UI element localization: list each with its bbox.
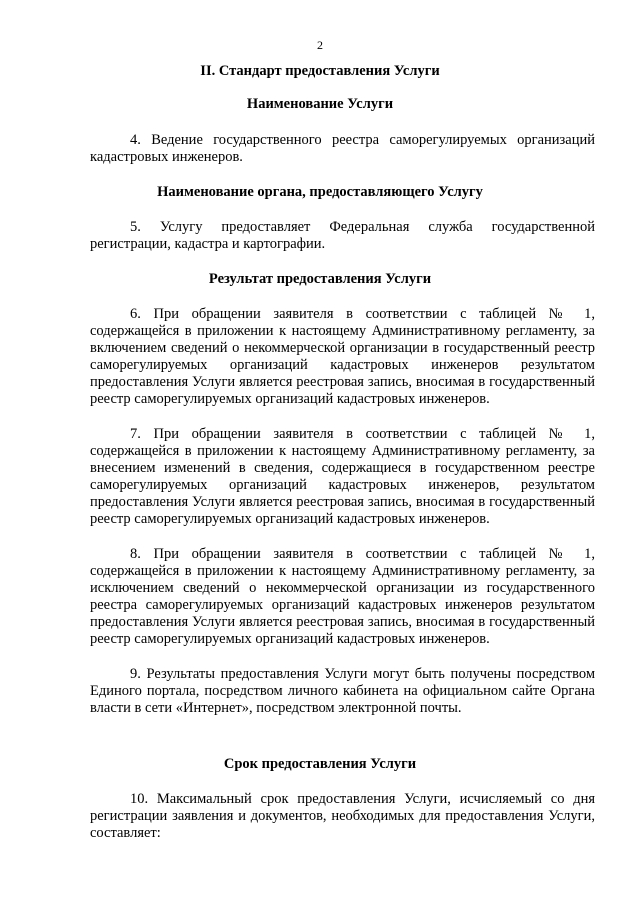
paragraph-8: 8. При обращении заявителя в соответствии с таблицей № 1, содержащейся в приложении к настоящему Административному регламенту, за исключением сведений о некоммерческой организации из государственного реестра саморегулируемых организаций кадастровых инженеров результатом предоставления Услуги является реестровая запись, вносимая в государственный реестр саморегулируемых организаций кадастровых инженеров.: [90, 546, 595, 647]
heading-organ: Наименование органа, предоставляющего Услугу: [157, 184, 483, 200]
paragraph-7: 7. При обращении заявителя в соответствии с таблицей № 1, содержащейся в приложении к настоящему Административному регламенту, за внесением изменений в сведения, содержащиеся в государственном реестре саморегулируемых организаций кадастровых инженеров, результатом предоставления Услуги является реестровая запись, вносимая в государственный реестр саморегулируемых организаций кадастровых инженеров.: [90, 426, 595, 527]
heading-term: Срок предоставления Услуги: [223, 756, 417, 772]
paragraph-9: 9. Результаты предоставления Услуги могут быть получены посредством Единого портала, посредством личного кабинета на официальном сайте Органа власти в сети «Интернет», посредством электронной почты.: [90, 666, 595, 716]
heading-result: Результат предоставления Услуги: [208, 271, 432, 287]
section-title: II. Стандарт предоставления Услуги: [200, 63, 440, 79]
paragraph-10: 10. Максимальный срок предоставления Услуги, исчисляемый со дня регистрации заявления и документов, необходимых для предоставления Услуги, составляет:: [90, 791, 595, 841]
paragraph-5: 5. Услугу предоставляет Федеральная служба государственной регистрации, кадастра и картографии.: [90, 219, 595, 252]
heading-service-name: Наименование Услуги: [246, 96, 394, 112]
page-number: 2: [317, 38, 323, 52]
paragraph-4: 4. Ведение государственного реестра саморегулируемых организаций кадастровых инженеров.: [90, 132, 595, 165]
paragraph-6: 6. При обращении заявителя в соответствии с таблицей № 1, содержащейся в приложении к настоящему Административному регламенту, за включением сведений о некоммерческой организации в государственный реестр саморегулируемых организаций кадастровых инженеров результатом предоставления Услуги является реестровая запись, вносимая в государственный реестр саморегулируемых организаций кадастровых инженеров.: [90, 306, 595, 407]
